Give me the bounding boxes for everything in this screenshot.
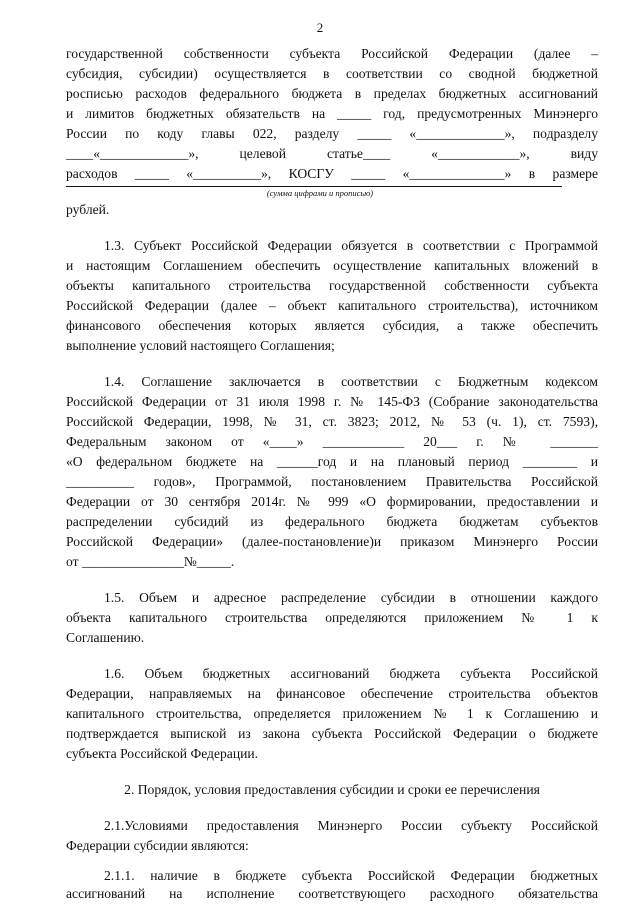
text-line: Российской Федерации от 31 июля 1998 г. № 145-ФЗ (Собрание законодательства [66,394,598,409]
text-line: росписью расходов федерального бюджета в пределах бюджетных ассигнований [66,86,598,101]
text-line: ____«_____________», целевой статье____ «____________», виду [66,146,598,161]
text-line: Федерации от 30 сентября 2014г. № 999 «О формировании, предоставлении и [66,494,598,509]
page-number: 2 [316,20,324,35]
text-line: и лимитов бюджетных обязательств на _____ год, предусмотренных Минэнерго [66,106,598,121]
text-line: субсидия, субсидии) осуществляется в соответствии со сводной бюджетной [66,66,598,81]
text-line: Российской Федерации» (далее-постановление)и приказом Минэнерго России [66,534,598,549]
text-line: капитального строительства, определяется приложением № 1 к Соглашению и [66,706,598,721]
text-line: расходов _____ «__________», КОСГУ _____ «______________» в размере [66,166,598,181]
text-line: распределении субсидий из федерального бюджета бюджетам субъектов [66,514,598,529]
text-line: подтверждается выпиской из закона субъекта Российской Федерации о бюджете [66,726,598,741]
text-line: субъекта Российской Федерации. [66,746,259,761]
text-line: государственной собственности субъекта Российской Федерации (далее – [66,46,598,61]
text-line: Федеральным законом от «____» ____________ 20___ г. № _______ [66,434,598,449]
paragraph-2-1-line: 2.1.Условиями предоставления Минэнерго России субъекту Российской [104,818,598,833]
text-line: России по коду главы 022, разделу _____ «_____________», подразделу [66,126,598,141]
text-line: «О федеральном бюджете на ______год и на плановый период ________ и [66,454,598,469]
amount-caption: (сумма цифрами и прописью) [266,188,374,198]
text-line: объекта капитального строительства определяются приложением № 1 к [66,610,598,625]
text-line: и настоящим Соглашением обеспечить осуществление капитальных вложений в [66,258,598,273]
paragraph-1-5-line: 1.5. Объем и адресное распределение субсидии в отношении каждого [104,590,598,605]
paragraph-1-3-line: 1.3. Субъект Российской Федерации обязуется в соответствии с Программой [104,238,598,253]
paragraph-1-4-line: 1.4. Соглашение заключается в соответствии с Бюджетным кодексом [104,374,598,389]
text-line: Федерации, направляемых на финансовое обеспечение строительства объектов [66,686,598,701]
text-line: рублей. [66,202,110,217]
text-line: выполнение условий настоящего Соглашения; [66,338,335,353]
text-line: __________ годов», Программой, постановлением Правительства Российской [66,474,598,489]
text-line: Соглашению. [66,630,145,645]
text-line: Российской Федерации, 1998, № 31, ст. 3823; 2012, № 53 (ч. 1), ст. 7593), [66,414,598,429]
section-heading: 2. Порядок, условия предоставления субсидии и сроки ее перечисления [124,782,540,797]
amount-blank-line [66,186,562,187]
paragraph-1-6-line: 1.6. Объем бюджетных ассигнований бюджета субъекта Российской [104,666,598,681]
text-line: от _______________№_____. [66,554,235,569]
text-line: объекты капитального строительства государственной собственности субъекта [66,278,598,293]
paragraph-2-1-1-line: 2.1.1. наличие в бюджете субъекта Российской Федерации бюджетных [104,868,598,883]
text-line: финансового обеспечения которых является субсидия, а также обеспечить [66,318,598,333]
text-line: Федерации субсидии являются: [66,838,249,853]
text-line: Российской Федерации (далее – объект капитального строительства), источником [66,298,598,313]
text-line: ассигнований на исполнение соответствующего расходного обязательства [66,886,598,901]
